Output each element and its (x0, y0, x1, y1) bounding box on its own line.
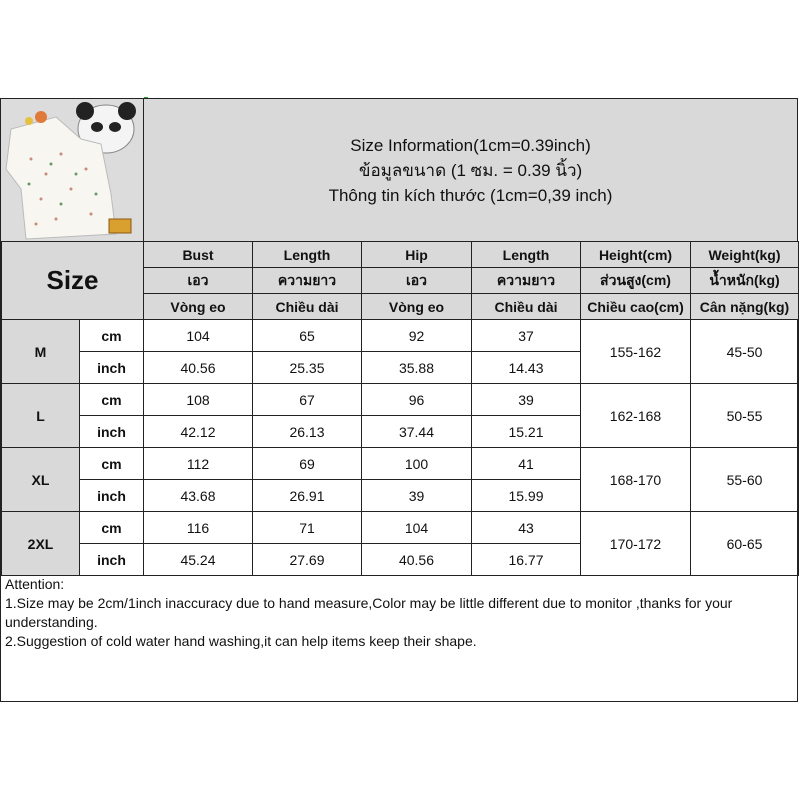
col-length2-th: ความยาว (472, 268, 581, 294)
attention-notes (5, 575, 793, 651)
table-cell: 108 (144, 384, 253, 416)
table-cell: 42.12 (144, 416, 253, 448)
table-cell: 104 (362, 512, 472, 544)
col-height-vi: Chiều cao(cm) (581, 294, 691, 320)
table-cell: 26.91 (253, 480, 362, 512)
product-photo (1, 99, 144, 241)
col-length2-en: Length (472, 242, 581, 268)
table-cell: 40.56 (144, 352, 253, 384)
table-cell: 39 (472, 384, 581, 416)
size-table (1, 241, 799, 576)
size-m: M (2, 320, 80, 384)
col-weight-vi: Cân nặng(kg) (691, 294, 799, 320)
chart-header (1, 99, 797, 242)
table-cell: 37.44 (362, 416, 472, 448)
height-range: 168-170 (581, 448, 691, 512)
height-range: 170-172 (581, 512, 691, 576)
size-l: L (2, 384, 80, 448)
unit-cm: cm (80, 512, 144, 544)
unit-cm: cm (80, 448, 144, 480)
unit-inch: inch (80, 480, 144, 512)
table-cell: 67 (253, 384, 362, 416)
col-hip-vi: Vòng eo (362, 294, 472, 320)
col-length-en: Length (253, 242, 362, 268)
size-chart (0, 98, 798, 702)
table-cell: 39 (362, 480, 472, 512)
table-cell: 15.21 (472, 416, 581, 448)
height-range: 155-162 (581, 320, 691, 384)
table-cell: 65 (253, 320, 362, 352)
unit-cm: cm (80, 320, 144, 352)
col-weight-th: น้ำหนัก(kg) (691, 268, 799, 294)
col-hip-en: Hip (362, 242, 472, 268)
title-vietnamese: Thông tin kích thước (1cm=0,39 inch) (328, 185, 613, 205)
table-cell: 37 (472, 320, 581, 352)
weight-range: 60-65 (691, 512, 799, 576)
size-2xl: 2XL (2, 512, 80, 576)
chart-title (144, 99, 797, 241)
col-bust-vi: Vòng eo (144, 294, 253, 320)
table-cell: 96 (362, 384, 472, 416)
table-cell: 92 (362, 320, 472, 352)
table-cell: 43 (472, 512, 581, 544)
col-bust-en: Bust (144, 242, 253, 268)
note-1: 1.Size may be 2cm/1inch inaccuracy due to hand measure,Color may be little different due to monitor ,thanks for your understanding. (5, 595, 733, 630)
note-2: 2.Suggestion of cold water hand washing,it can help items keep their shape. (5, 633, 477, 649)
weight-range: 50-55 (691, 384, 799, 448)
table-cell: 40.56 (362, 544, 472, 576)
col-height-en: Height(cm) (581, 242, 691, 268)
unit-inch: inch (80, 416, 144, 448)
title-english: Size Information(1cm=0.39inch) (350, 135, 591, 155)
table-cell: 116 (144, 512, 253, 544)
unit-inch: inch (80, 352, 144, 384)
table-cell: 27.69 (253, 544, 362, 576)
table-cell: 41 (472, 448, 581, 480)
size-header: Size (2, 242, 144, 320)
table-cell: 15.99 (472, 480, 581, 512)
table-cell: 26.13 (253, 416, 362, 448)
size-xl: XL (2, 448, 80, 512)
table-cell: 71 (253, 512, 362, 544)
col-bust-th: เอว (144, 268, 253, 294)
table-cell: 112 (144, 448, 253, 480)
unit-inch: inch (80, 544, 144, 576)
title-thai: ข้อมูลขนาด (1 ซม. = 0.39 นิ้ว) (358, 160, 583, 180)
table-cell: 35.88 (362, 352, 472, 384)
unit-cm: cm (80, 384, 144, 416)
weight-range: 45-50 (691, 320, 799, 384)
table-cell: 16.77 (472, 544, 581, 576)
col-length-th: ความยาว (253, 268, 362, 294)
col-height-th: ส่วนสูง(cm) (581, 268, 691, 294)
col-length2-vi: Chiều dài (472, 294, 581, 320)
weight-range: 55-60 (691, 448, 799, 512)
table-cell: 104 (144, 320, 253, 352)
col-length-vi: Chiều dài (253, 294, 362, 320)
height-range: 162-168 (581, 384, 691, 448)
col-hip-th: เอว (362, 268, 472, 294)
notes-heading: Attention: (5, 576, 65, 592)
table-cell: 25.35 (253, 352, 362, 384)
table-cell: 14.43 (472, 352, 581, 384)
table-cell: 43.68 (144, 480, 253, 512)
table-cell: 69 (253, 448, 362, 480)
table-cell: 45.24 (144, 544, 253, 576)
col-weight-en: Weight(kg) (691, 242, 799, 268)
table-cell: 100 (362, 448, 472, 480)
